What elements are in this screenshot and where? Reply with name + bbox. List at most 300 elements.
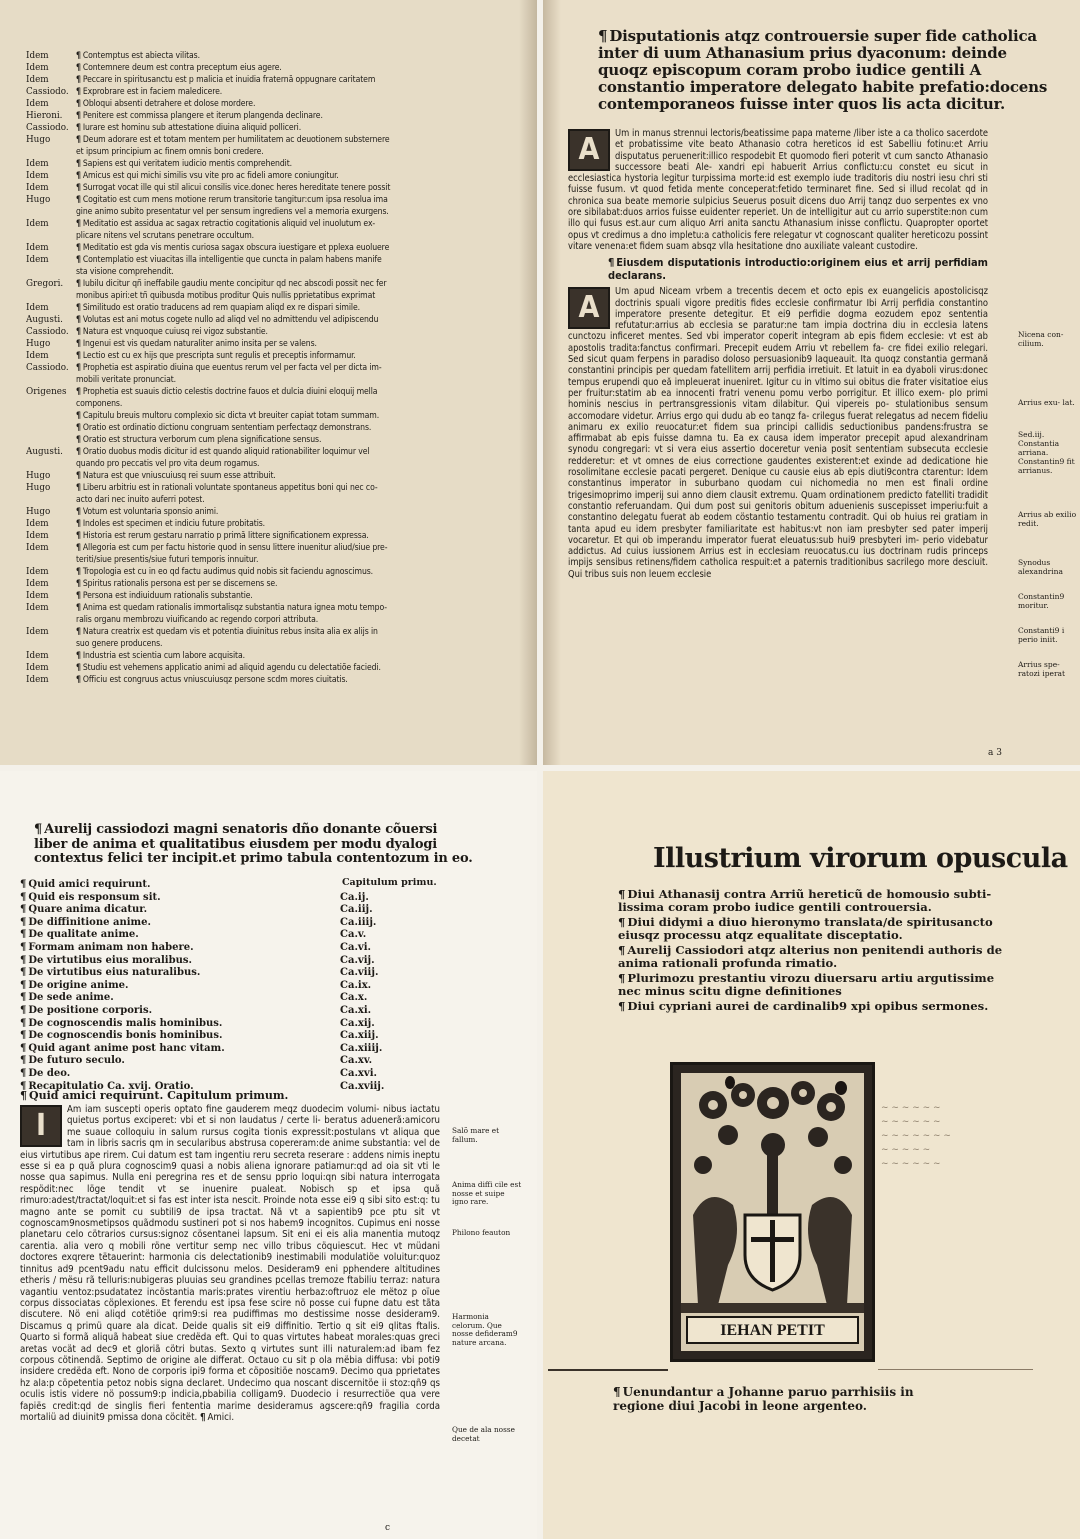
glossary-text: Surrogat vocat ille qui stil alicui consilis vice.donec heres hereditate tenere possit [82, 183, 391, 193]
pilcrow-icon: ¶ [34, 822, 43, 837]
glossary-definition [76, 254, 526, 266]
glossary-row [26, 302, 526, 314]
toc-title [20, 1030, 340, 1043]
pilcrow-icon: ¶ [76, 591, 81, 601]
glossary-text: Prophetia est suauis dictio celestis doctrine fauos et dulcia diuini eloquij mella [82, 387, 378, 397]
glossary-definition [76, 566, 526, 578]
glossary-row [26, 254, 526, 266]
glossary-row [26, 410, 526, 422]
glossary-row [26, 578, 526, 590]
glossary-author: Idem [26, 351, 49, 361]
glossary-author: Idem [26, 219, 49, 229]
toc-chapter: Ca.xv. [340, 1055, 373, 1067]
glossary-author: Cassiodo. [26, 87, 69, 97]
toc-title [20, 1068, 340, 1081]
pilcrow-icon: ¶ [618, 887, 626, 901]
glossary-text: Industria est scientia cum labore acquisita. [82, 651, 245, 661]
toc-row [20, 992, 440, 1005]
ink-stroke [548, 1369, 668, 1371]
glossary-row [26, 518, 526, 530]
toc-title-text: Quare anima dicatur. [28, 904, 148, 916]
glossary-author [26, 398, 76, 410]
toc-title [20, 892, 340, 905]
pilcrow-icon: ¶ [20, 904, 27, 916]
glossary-author: Idem [26, 543, 49, 553]
glossary-row [26, 206, 526, 218]
margin-note: Anima diffi cile est nosse et suipe igno rare. [452, 1180, 522, 1206]
glossary-definition [76, 578, 526, 590]
pilcrow-icon: ¶ [76, 111, 81, 121]
glossary-row [26, 170, 526, 182]
glossary-text: sta visione comprehendit. [76, 267, 174, 277]
toc-title-text: De virtutibus eius naturalibus. [28, 967, 201, 979]
glossary-row [26, 194, 526, 206]
glossary-definition [76, 410, 526, 422]
glossary-row [26, 470, 526, 482]
printer-name: IEHAN PETIT [720, 1322, 825, 1339]
contents-item [618, 1000, 1018, 1013]
glossary-definition [76, 554, 526, 566]
pilcrow-icon: ¶ [76, 99, 81, 109]
toc-chapter: Ca.vi. [340, 941, 372, 953]
pilcrow-icon: ¶ [20, 929, 27, 941]
page-fold-shadow [543, 0, 561, 765]
glossary-definition [76, 50, 526, 62]
pilcrow-icon: ¶ [20, 941, 27, 953]
glossary-text: Tropologia est cu in eo qd factu audimus quid nobis sit faciendu agnoscimus. [82, 567, 374, 577]
glossary-text: Ingenui est vis quedam naturaliter animo insita per se valens. [82, 339, 317, 349]
glossary-text: Contemplatio est viuacitas illa intelligentie que cuncta in palam habens manife [82, 255, 382, 265]
glossary-definition [76, 590, 526, 602]
glossary-row [26, 278, 526, 290]
pilcrow-icon: ¶ [76, 315, 81, 325]
glossary-author: Idem [26, 531, 49, 541]
toc-chapter: Ca.iij. [340, 904, 373, 916]
pilcrow-icon: ¶ [76, 567, 81, 577]
glossary-author: Idem [26, 183, 49, 193]
glossary-author [26, 410, 76, 422]
introductio-paragraph: A Um apud Niceam vrbem a trecentis decem et octo epis ex euangelicis apostolicisqz doctrinis spuali vigore preditis fides ecclesie confirmatur Ibi Arrij perfidia constantino imperatore presente detegitur. Et ei9 perfidie dogma eozudem epoz sententia refutatur:arrius ab ecclesia se paratur:ne tam impia doctrina diu in ecclesia latens cunctozu inficeret mentes. Sed vbi imperator coperit integram ab epis fidem ecclesie: vt est ab apostolis tradita:fanctus confirmari. Precepit eudem Arriu vt rebellem fa- cre fidei exilio relegari. Sed sicut quam ferpens in paradiso doloso persuasionib9 laqueauit. Ita quoqz constantia germană constantini principis per quedam fatellitem arrij perfidia irretiuit. Et latuit in ea dyaboli virus:donec tempus erupendi quo eă impleuerat inueniret. Igitur cu in vltimo sui obitus die frater visitatioe eius per fruitur:statim ab ea innocenti fratri venenu pomu verbo porrigitur. Et illico exem- plo primi hominis nescius in pertransgressionis vitam dilabitur. Qui vipereis po- stulationibus sensum accomodare videtur. Arrius ergo qui dudu ab eo tanqz fa- crilegus fuerat relegatus ad necem fideliu animaru ex exilio reuocatur:et fidem sua principi callidis seductionibus pandens:frustra se affirmabat ab epis fuisse damna tu. Ea ex causa idem imperator precepit apud alexandrinam synodu congregari: vt si vera eius assertio doceretur venia posit sententiam subsecuta ecclesie redderetur: et vt omnes de eius correctione gaudentes existerent:et exinde ad dedicatione hie rosolimitane ecclesie pacati pergeret. Denique cu causie eius ab epis diuti9contra ctarentur: Idem constantinus imperator in suburbano quodam cui nichomedia no men est finali ordine trigesimoprimo imperij sui anno diem clausit extremu. Quam ordinationem predicto fatelliti tradidit constantio referuandam. Qui dum post sui genitoris obitum aduenienis suscepisset imperiu:fuit a constantino delegatu fuerat ab eodem cöstantio testamentu contradit. Qui ob huius rei gratiam in tanta apud eu idem presbyter familiaritate est habitus:vt non iam presbyter sed pater imperij vocaretur. Et qui ob imperandu imperator fuerat eleuatus:sub hui9 presbyteri im- perio videbatur addictus. Ad cuius iussionem Arrius est in ecclesiam reuocatus.cu ius doctrinam rudis princeps impijs sensibus retinens/fidem catholica respuit:et a paternis traditionibus sacrilego more desciuit. Qui tribus suis non leuem ecclesie [568, 286, 988, 580]
glossary-text: teriti/siue presentis/siue futuri temporis innuitur. [76, 555, 259, 565]
glossary-text: Historia est rerum gestaru narratio p primă littere significationem expressa. [82, 531, 369, 541]
glossary-author: Idem [26, 51, 49, 61]
glossary-definition [76, 662, 526, 674]
pilcrow-icon: ¶ [76, 339, 81, 349]
page-title-page [543, 771, 1080, 1539]
glossary-definition [76, 398, 526, 410]
pilcrow-icon: ¶ [20, 1080, 27, 1092]
glossary-author: Idem [26, 579, 49, 589]
toc-chapter: Ca.xiiij. [340, 1042, 383, 1054]
pilcrow-icon: ¶ [76, 195, 81, 205]
pilcrow-icon: ¶ [76, 171, 81, 181]
pilcrow-icon: ¶ [76, 279, 81, 289]
glossary-definition [76, 278, 526, 290]
glossary-text: Iurare est hominu sub attestatione diuina aliquid polliceri. [82, 123, 302, 133]
toc-chapter: Ca.ij. [340, 891, 369, 903]
toc-title [20, 1043, 340, 1056]
decorated-initial-icon: A [568, 287, 610, 329]
glossary-text: Peccare in spiritusanctu est p malicia et inuidia fraternă oppugnare caritatem [82, 75, 376, 85]
pilcrow-icon: ¶ [20, 916, 27, 928]
margin-note: Arrius spe- ratozi iperat [1018, 660, 1066, 678]
pilcrow-icon: ¶ [20, 1055, 27, 1067]
cassiodorus-title: ¶ Aurelij cassiodozi magni senatoris dño donante cõuersi liber de anima et qualitatibus eiusdem per modu dyalogi contextus felici ter incipit.et primo tabula contentozum in eo. [34, 822, 473, 866]
glossary-definition [76, 134, 526, 146]
pilcrow-icon: ¶ [199, 1411, 206, 1423]
toc-title-text: Quid agant anime post hanc vitam. [28, 1042, 225, 1054]
glossary-row [26, 230, 526, 242]
pilcrow-icon: ¶ [618, 915, 626, 929]
pilcrow-icon: ¶ [618, 999, 626, 1013]
glossary-author: Idem [26, 159, 49, 169]
glossary-row [26, 614, 526, 626]
glossary-text: Penitere est commissa plangere et iterum plangenda declinare. [82, 111, 323, 121]
glossary-author: Idem [26, 255, 49, 265]
pilcrow-icon: ¶ [20, 954, 27, 966]
pilcrow-icon: ¶ [76, 255, 81, 265]
glossary-definition [76, 506, 526, 518]
pilcrow-icon: ¶ [76, 219, 81, 229]
toc-title-text: De virtutibus eius moralibus. [28, 954, 192, 966]
margin-note: Constanti9 i perio iniit. [1018, 626, 1065, 644]
pilcrow-icon: ¶ [20, 1089, 27, 1102]
glossary-row [26, 86, 526, 98]
toc-chapter: Ca.xi. [340, 1004, 372, 1016]
glossary-row [26, 158, 526, 170]
imprint: ¶ Uenundantur a Johanne paruo parrhisiis in regione diui Jacobi in leone argenteo. [613, 1385, 914, 1413]
margin-note: Que de ala nosse decetat [452, 1425, 515, 1443]
glossary-row [26, 590, 526, 602]
contents-item [618, 888, 1018, 914]
toc-row [20, 1043, 440, 1056]
glossary-author: Idem [26, 663, 49, 673]
glossary-author: Idem [26, 567, 49, 577]
glossary-text: Liberu arbitriu est in rationali voluntate spontaneus appetitus boni qui nec co- [82, 483, 378, 493]
glossary-definition [76, 110, 526, 122]
pilcrow-icon: ¶ [76, 411, 81, 421]
glossary-author: Hugo [26, 483, 51, 493]
glossary-definition [76, 146, 526, 158]
pilcrow-icon: ¶ [618, 943, 626, 957]
pilcrow-icon: ¶ [76, 483, 81, 493]
toc-title [20, 879, 340, 892]
glossary-definition [76, 386, 526, 398]
glossary-row [26, 74, 526, 86]
pilcrow-icon: ¶ [20, 1017, 27, 1029]
glossary-author [26, 266, 76, 278]
pilcrow-icon: ¶ [20, 967, 27, 979]
glossary-text: Contemnere deum est contra preceptum eius agere. [82, 63, 282, 73]
contents-item-text: Aurelij Cassiodori atqz alterius non penitendi authoris de anima rationali profunda rimatio. [618, 943, 1003, 970]
toc-title [20, 942, 340, 955]
toc-row [20, 955, 440, 968]
glossary-row [26, 554, 526, 566]
toc-row [20, 904, 440, 917]
glossary-text: Deum adorare est et totam mentem per humilitatem ac deuotionem substernere [82, 135, 390, 145]
glossary-author: Cassiodo. [26, 327, 69, 337]
glossary-row [26, 350, 526, 362]
glossary-definition [76, 290, 526, 302]
glossary-author: Hugo [26, 471, 51, 481]
glossary-definition [76, 674, 526, 686]
glossary-row [26, 218, 526, 230]
glossary-definition [76, 350, 526, 362]
glossary-author: Hugo [26, 195, 51, 205]
glossary-definition [76, 626, 526, 638]
toc-title-text: Quid amici requirunt. [28, 879, 151, 890]
glossary-text: Allegoria est cum per factu historie quod in sensu littere inuenitur aliud/siue pre- [82, 543, 388, 553]
prefatio-paragraph: A Um in manus strennui lectoris/beatissime papa materne /liber iste a ca tholico sacerdote et probatissime vite beato Athanasio cotra hereticos id est Sabelliu fotinu:et Arriu disputatus peruenerit:illico respodebit Et quomodo fieri poterit vt cum sancto Athanasio successore beati Ale- xandri epi habuerit Arrius conflictu:cu constet eu sicut in ecclesiastica hystoria legitur turpissima morte:id est exemplo iude traditoris diu nostri iesu chri sti fuisse fusum. vt quod fetida mente conceperat:fetido terminaret fine. Sed si illud recolat qd in chronica sua beate memorie sulpicius Seuerus posuit dicens duo Arrij tanqz duo serpentes ex vno ore sibilabat:duos arrios fuisse euidenter reperiet. Un de intelligitur aut cu arrio superstite:non cum illo qui fusus est.aur cum aliquo Arri anita sanctu Athanasium inisse conflictu. Quapropter oportet opus vt credimus a dno impletu:a catholicis fere relegatur vt cognoscant qualiter hereticozu possint vitare venena:et fidem suam absqz vlla hesitatione dno auxiliate valeant custodire. [568, 128, 988, 252]
toc-first-chapter: Capitulum primu. [342, 877, 437, 888]
glossary-author: Idem [26, 519, 49, 529]
glossary-row [26, 494, 526, 506]
ink-stroke [878, 1369, 1033, 1370]
glossary-text: Prophetia est aspiratio diuina que euentus rerum vel per facta vel per dicta im- [82, 363, 382, 373]
decorated-initial-icon: A [568, 129, 610, 171]
glossary-definition [76, 158, 526, 170]
glossary-row [26, 290, 526, 302]
toc-chapter: Ca.vij. [340, 954, 375, 966]
disputation-title: ¶ Disputationis atqz controuersie super fide catholica inter di uum Athanasium prius dyaconum: deinde quoqz episcopum coram probo iudice gentili A constantio imperatore delegato habite prefatio:docens contemporaneos fuisse inter quos lis acta dicitur. [598, 27, 1048, 113]
pilcrow-icon: ¶ [76, 75, 81, 85]
glossary-definition [76, 482, 526, 494]
toc-title-text: De qualitate anime. [28, 929, 139, 941]
disputation-body [568, 128, 988, 582]
glossary-text: Officiu est congruus actus vniuscuiusqz persone scdm mores ciuitatis. [82, 675, 348, 685]
glossary-author: Cassiodo. [26, 123, 69, 133]
margin-note: Arrius exu- lat. [1018, 398, 1075, 407]
pilcrow-icon: ¶ [20, 1042, 27, 1054]
pilcrow-icon: ¶ [76, 579, 81, 589]
contents-item [618, 972, 1018, 998]
contents-item-text: Diui didymi a diuo hieronymo translata/de spiritusancto eiusqz processu atqz equalitate disceptatio. [618, 915, 993, 942]
toc-chapter: Ca.iiij. [340, 916, 377, 928]
glossary-definition [76, 314, 526, 326]
glossary-author: Idem [26, 75, 49, 85]
pilcrow-icon: ¶ [76, 87, 81, 97]
pilcrow-icon: ¶ [76, 327, 81, 337]
glossary-definition [76, 338, 526, 350]
glossary-row [26, 482, 526, 494]
toc-title [20, 1055, 340, 1068]
glossary-text: Iubilu dicitur qñ ineffabile gaudiu mente concipitur qd nec abscodi possit nec fer [82, 279, 387, 289]
pilcrow-icon: ¶ [76, 651, 81, 661]
glossary-text: Capitulu breuis multoru complexio sic dicta vt breuiter capiat totam summam. [82, 411, 380, 421]
glossary-definition [76, 458, 526, 470]
glossary-text: Oratio duobus modis dicitur id est quando aliquid rationabiliter loquimur vel [82, 447, 370, 457]
margin-note: Constantin9 moritur. [1018, 592, 1065, 610]
glossary-author [26, 494, 76, 506]
glossary-row [26, 602, 526, 614]
toc-title [20, 929, 340, 942]
glossary-row [26, 566, 526, 578]
margin-note: Nicena con- cilium. [1018, 330, 1064, 348]
pilcrow-icon: ¶ [76, 303, 81, 313]
glossary-row [26, 62, 526, 74]
toc-title-text: Recapitulatio Ca. xvij. Oratio. [28, 1080, 194, 1092]
glossary-row [26, 266, 526, 278]
pilcrow-icon: ¶ [608, 256, 615, 270]
glossary-author: Idem [26, 99, 49, 109]
signature-mark: a 3 [988, 748, 1002, 758]
glossary-author [26, 614, 76, 626]
glossary-author: Hugo [26, 507, 51, 517]
toc-chapter: Ca.viij. [340, 967, 379, 979]
toc-title-text: Formam animam non habere. [28, 941, 194, 953]
glossary-row [26, 530, 526, 542]
glossary-row [26, 110, 526, 122]
glossary-author [26, 230, 76, 242]
chapter-body: I Am iam suscepti operis optato fine gauderem meqz duodecim volumi- nibus iactatu quietus portus exciperet: vbi et si non laudatus / certe li- beratus aduenerã:amicoru me suaue colloquiu in salum rursus cogita tionis expressit:postulans vt aliqua que tam in libris sacris qm in secularibus abstrusa copereram:de anime substantia: vel de eius virtutibus ape rirem. Cui datum est tam ingentiu reru secreta reserare : addens nimis ineptu esse si ea p quã plura cognoscim9 quasi a nobis aliena ignorare patiamur:qd ad oia sit vti le nosse qua sapimus. Nulla eni peregrina res et de sensu pprio loqui:qn sibi natura interrogata respödit:nec löge tendit vt se inuenire pualeat. Nobisch sp et ipsa quã rimuro:adest/tractat/loquit:et si fas est inter ista nescit. Proinde nota esse ei9 q sibi sito est:q: tu magno ante se pomit cu subtili9 de ipsa tractat. Nã vt a sapientib9 pce ptu sit vt cognoscam9nosmetipsos quãdmodu sustineri pot si nos habem9 incognitos. Cupimus eni nosse planetaru celo cötrarios cursus:signoz cösentanei lapsum. Sit eni ei eis alia manentia mutoqz carentia. alia vero q mobili röne vertitur semp nec villo tribus cöquiescut. Hec vt müdani doctores exqrere tëtauerint: harmonia cis delectationib9 inestimabili modulatiöe voluitur:quoz tinnitus ad9 pcent9adu natu efficit dulcissonu melos. Desideram9 eni pphendere altitudines etheris / mësu rã telluris:nubigeras pluuias seu grandines pcellas tremoze ftabiliu terraz: natura vagantiu ventoz:psudatatez incöstantia maris:prates virentiu herbaz:oftruoz ele mëtoz p oïue corpus dissociatas cöplexiones. Et ferendu est ipsa fese scire nö posse cui fupne datu est tãta discutere. Nö eni aliqd cotëtiöe qrim9:si rea pudiffimas mo destissime nosse desideram9. Discamus q primü quare ala dicat. Deide qualis sit ei9 diffinitio. Tertio q sit ei9 qlitas ftalis. Quarto si formã aliquã habeat siue credëda eft. Qui to quas virtutes habeat morales:quas greci aretas vocät ad dec9 et gloriã cötri butas. Sexto q virtutes sunt illi naturalem:ad ibam fez corpous cötinendã. Septimo de origine ale differat. Octauo cu sit p ola mëbia diffusa: vbi poti9 insidere credëda eft. Nono de corporis ipi9 forma et cöpositiöe noscam9. Decimo qua pprietates hz ala:p cöpetentia petoz nobis signa declaret. Undecimo qua noscant discernitöe ii stoz:qñ9 qs oculis istis videre nö possum9:p indicia,pbabilia colligam9. Duodecio i resurrectiöe qua vere fapiës credit:qd de singlis fieri fententia marime desideramus agscere:qñ9 fragilia corda mortaliü ad diuinit9 pmissa dona cöcitët. ¶ Amici. [20, 1104, 440, 1423]
pilcrow-icon: ¶ [613, 1385, 621, 1399]
glossary-author [26, 422, 76, 434]
glossary-text: Anima est quedam rationalis immortalisqz substantia natura ignea motu tempo- [82, 603, 387, 613]
glossary-text: componens. [76, 399, 123, 409]
glossary-row [26, 314, 526, 326]
toc-title-text: De origine anime. [28, 979, 129, 991]
toc-row [20, 917, 440, 930]
glossary-row [26, 434, 526, 446]
contents-item-text: Diui Athanasij contra Arriũ hereticũ de homousio subti- lissima coram probo iudice gentili controuersia. [618, 887, 992, 914]
glossary-row [26, 50, 526, 62]
glossary-text: Persona est indiuiduum rationalis substantie. [82, 591, 253, 601]
glossary-definition [76, 374, 526, 386]
glossary-author [26, 146, 76, 158]
toc-row [20, 1030, 440, 1043]
glossary-text: Contemptus est abiecta vilitas. [82, 51, 200, 61]
glossary-author: Idem [26, 243, 49, 253]
glossary-definition [76, 74, 526, 86]
glossary-row [26, 326, 526, 338]
glossary-row [26, 338, 526, 350]
contents-list [618, 888, 1018, 1015]
glossary-text: Studiu est vehemens applicatio animi ad aliquid agendu cu delectatiõe faciedi. [82, 663, 381, 673]
glossary-definition [76, 530, 526, 542]
pilcrow-icon: ¶ [76, 159, 81, 169]
toc-chapter: Ca.v. [340, 929, 367, 941]
glossary-definition [76, 326, 526, 338]
glossary-row [26, 650, 526, 662]
toc-chapter: Ca.xiij. [340, 1030, 379, 1042]
pilcrow-icon: ¶ [76, 435, 81, 445]
glossary-definition [76, 242, 526, 254]
pilcrow-icon: ¶ [76, 543, 81, 553]
glossary-row [26, 242, 526, 254]
page-definitions [0, 0, 537, 765]
glossary-definition [76, 218, 526, 230]
glossary-author: Augusti. [26, 447, 63, 457]
ink-blot [835, 1081, 847, 1095]
pilcrow-icon: ¶ [598, 27, 608, 45]
glossary-author: Idem [26, 675, 49, 685]
glossary-definition [76, 194, 526, 206]
glossary-row [26, 638, 526, 650]
glossary-definition [76, 614, 526, 626]
glossary-row [26, 662, 526, 674]
glossary-definition [76, 446, 526, 458]
glossary-row [26, 122, 526, 134]
glossary-definition [76, 122, 526, 134]
glossary-row [26, 386, 526, 398]
toc-title-text: De deo. [28, 1067, 71, 1079]
glossary-author [26, 638, 76, 650]
glossary-text: Votum est voluntaria sponsio animi. [82, 507, 219, 517]
glossary-definition [76, 518, 526, 530]
contents-item [618, 916, 1018, 942]
toc-row [20, 967, 440, 980]
glossary-row [26, 182, 526, 194]
glossary-definition [76, 98, 526, 110]
glossary-definition [76, 650, 526, 662]
glossary-text: Cogitatio est cum mens motione rerum transitorie tangitur:cum ipsa resolua ima [82, 195, 388, 205]
glossary-definition [76, 602, 526, 614]
glossary-row [26, 422, 526, 434]
toc-title [20, 1018, 340, 1031]
contents-item [618, 944, 1018, 970]
glossary-row [26, 542, 526, 554]
page-cassiodorus [0, 771, 537, 1539]
glossary-author: Hugo [26, 339, 51, 349]
glossary-text: quando pro peccatis vel pro vita deum rogamus. [76, 459, 260, 469]
toc-title-text: De futuro seculo. [28, 1055, 125, 1067]
toc-title-text: Quid eis responsum sit. [28, 891, 161, 903]
glossary-row [26, 362, 526, 374]
pilcrow-icon: ¶ [76, 387, 81, 397]
toc-row [20, 879, 440, 892]
glossary-definition [76, 206, 526, 218]
contents-item-text: Diui cypriani aurei de cardinalib9 xpi opibus sermones. [627, 999, 989, 1013]
pilcrow-icon: ¶ [76, 63, 81, 73]
glossary-author: Idem [26, 171, 49, 181]
glossary-row [26, 626, 526, 638]
glossary-text: Amicus est qui michi similis vsu vite pro ac fideli amore coniungitur. [82, 171, 339, 181]
pilcrow-icon: ¶ [76, 507, 81, 517]
pilcrow-icon: ¶ [76, 135, 81, 145]
glossary-definition [76, 494, 526, 506]
toc-chapter: Ca.x. [340, 992, 368, 1004]
glossary-text: Similitudo est oratio traducens ad rem quapiam aliqd ex re dispari simile. [82, 303, 360, 313]
glossary-definition [76, 230, 526, 242]
glossary-definition [76, 638, 526, 650]
glossary-text: Obloqui absenti detrahere et dolose mordere. [82, 99, 256, 109]
glossary-author [26, 374, 76, 386]
toc-row [20, 942, 440, 955]
glossary-author [26, 290, 76, 302]
glossary-author: Idem [26, 63, 49, 73]
toc-row [20, 1005, 440, 1018]
glossary-row [26, 398, 526, 410]
pilcrow-icon: ¶ [76, 603, 81, 613]
book-title: Illustrium virorum opuscula [653, 843, 1068, 874]
glossary-author: Idem [26, 627, 49, 637]
glossary-text: Oratio est ordinatio dictionu congruam sententiam perfectaqz demonstrans. [82, 423, 372, 433]
decorated-initial-icon: I [20, 1105, 62, 1147]
glossary-text: ralis organu membrozu viuificando ac regendo corpori attributa. [76, 615, 319, 625]
pilcrow-icon: ¶ [76, 423, 81, 433]
glossary-text: Volutas est ani motus cogete nullo ad aliqd vel no admittendu vel adipiscendu [82, 315, 379, 325]
glossary-definition [76, 362, 526, 374]
glossary-text: Oratio est structura verborum cum plena significatione sensus. [82, 435, 322, 445]
printer-device-woodcut [670, 1062, 875, 1362]
glossary-text: Natura creatrix est quedam vis et potentia diuinitus rebus insita alia ex alijs in [82, 627, 378, 637]
glossary-definition [76, 86, 526, 98]
glossary-definition [76, 170, 526, 182]
glossary-text: mobili veritate pronunciat. [76, 375, 176, 385]
glossary-text: plicare nitens vel scrutans penetrare occultum. [76, 231, 255, 241]
glossary-list [26, 50, 526, 686]
introductio-heading: ¶ Eiusdem disputationis introductio:originem eius et arrij perfidiam declarans. [608, 256, 988, 283]
